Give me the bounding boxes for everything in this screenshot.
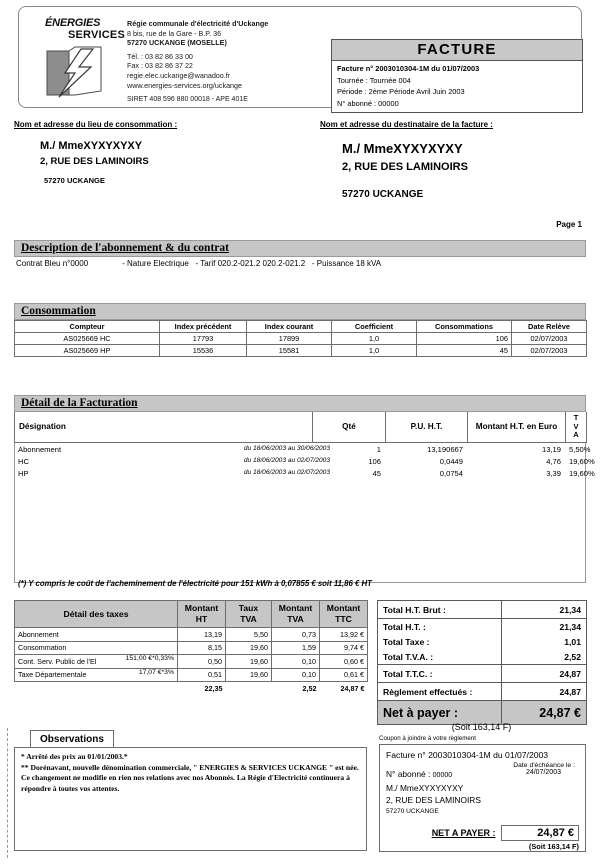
table-row bbox=[15, 641, 368, 655]
cell-designation-1: HC bbox=[18, 456, 29, 466]
company-website: www.energies-services.org/uckange bbox=[127, 80, 243, 90]
col-taux-tva: Taux TVA bbox=[226, 601, 272, 628]
consumption-address-street: 2, RUE DES LAMINOIRS bbox=[40, 156, 149, 167]
invoice-title: FACTURE bbox=[332, 40, 582, 61]
table-row bbox=[15, 668, 368, 682]
table-row bbox=[15, 655, 368, 669]
col-montant-ttc: Montant TTC bbox=[320, 601, 368, 628]
observations-tab bbox=[30, 730, 114, 748]
cell-tax-total-label bbox=[15, 682, 178, 695]
contract-nature: - Nature Electrique bbox=[122, 259, 189, 268]
cell-tax-ttc-1: 9,74 € bbox=[320, 641, 368, 655]
table-row bbox=[15, 628, 368, 642]
cell-tax-label-0: Abonnement bbox=[15, 628, 178, 642]
invoice-periode: Période : 2ème Période Avril Juin 2003 bbox=[337, 87, 465, 96]
coupon-payment-row bbox=[386, 825, 579, 841]
cell-tax-tva-2: 0,10 bbox=[272, 655, 320, 669]
col-date-releve: Date Relève bbox=[512, 321, 587, 333]
company-name: Régie communale d'électricité d'Uckange bbox=[127, 19, 269, 28]
cell-coefficient: 1,0 bbox=[332, 333, 417, 345]
coupon-name: M./ MmeXYXYXYXY bbox=[386, 783, 464, 793]
col-pu-ht: P.U. H.T. bbox=[386, 412, 468, 442]
billing-address-name: M./ MmeXYXYXYXY bbox=[342, 141, 463, 156]
tax-total-row bbox=[15, 682, 368, 695]
total-ttc-row bbox=[378, 665, 587, 683]
cell-tax-total-ht: 22,35 bbox=[178, 682, 226, 695]
table-row bbox=[15, 345, 587, 357]
tax-header-row bbox=[15, 601, 368, 628]
contract-section-title: Description de l'abonnement & du contrat bbox=[21, 242, 229, 254]
logo-text-services: SERVICES bbox=[67, 29, 125, 41]
cell-tax-total-taux bbox=[226, 682, 272, 695]
invoice-number: Facture n° 2003010304-1M du 01/07/2003 bbox=[337, 64, 480, 73]
cell-tax-ht-2: 0,50 bbox=[178, 655, 226, 669]
cell-consommations: 45 bbox=[417, 345, 512, 357]
cell-index-precedent: 17793 bbox=[160, 333, 247, 345]
coupon-soit-francs: (Soit 163,14 F) bbox=[528, 842, 579, 851]
totals-box bbox=[377, 600, 586, 725]
label-reglement: Règlement effectués : bbox=[378, 683, 502, 701]
invoice-summary-box bbox=[331, 39, 583, 113]
consumption-table bbox=[14, 320, 587, 357]
label-total-ht-brut: Total H.T. Brut : bbox=[378, 601, 502, 619]
label-total-taxe: Total Taxe : bbox=[378, 634, 502, 649]
coupon-invoice-number: Facture n° 2003010304-1M du 01/07/2003 bbox=[386, 750, 549, 760]
value-total-taxe: 1,01 bbox=[502, 634, 587, 649]
billing-address-street: 2, RUE DES LAMINOIRS bbox=[342, 161, 468, 173]
logo-text-energies: ÉNERGIES bbox=[45, 17, 101, 29]
cell-tax-ttc-0: 13,92 € bbox=[320, 628, 368, 642]
cell-compteur: AS025669 HC bbox=[15, 333, 160, 345]
cell-tva-1: 19,60% bbox=[569, 456, 595, 466]
table-row bbox=[15, 333, 587, 345]
billing-address-label: Nom et adresse du destinataire de la facture : bbox=[320, 120, 493, 129]
cell-montant-0: 13,19 bbox=[541, 444, 561, 454]
cell-tax-label-1: Consommation bbox=[15, 641, 178, 655]
cell-designation-2: HP bbox=[18, 468, 29, 478]
cell-pu-2: 0,0754 bbox=[439, 468, 463, 478]
cell-tax-ht-3: 0,51 bbox=[178, 668, 226, 682]
cell-tax-ttc-2: 0,60 € bbox=[320, 655, 368, 669]
coupon-due-date-label: Date d'échéance le : bbox=[513, 762, 575, 769]
invoice-tournee: Tournée : Tournée 004 bbox=[337, 75, 411, 85]
cell-periode-2: du 18/06/2003 au 02/07/2003 bbox=[243, 469, 330, 476]
value-reglement: 24,87 bbox=[502, 683, 587, 701]
col-tva: T V A bbox=[573, 413, 579, 439]
cell-montant-2: 3,39 bbox=[546, 468, 561, 478]
billing-detail-section-title: Détail de la Facturation bbox=[21, 397, 138, 409]
company-tel: Tél. : 03 82 86 33 00 bbox=[127, 51, 193, 61]
coupon-city: 57270 UCKANGE bbox=[386, 808, 439, 815]
cell-index-courant: 15581 bbox=[247, 345, 332, 357]
company-logo bbox=[45, 17, 125, 42]
cell-tax-ht-1: 8,15 bbox=[178, 641, 226, 655]
cell-date-releve: 02/07/2003 bbox=[512, 333, 587, 345]
observations-line-2: ** Dorénavant, nouvelle dénomination commerciale, " ENERGIES & SERVICES UCKANGE " est née. bbox=[21, 762, 359, 772]
cell-tax-taux-2: 19,60 bbox=[226, 655, 272, 669]
label-total-ttc: Total T.T.C. : bbox=[378, 665, 502, 683]
consumption-address-label: Nom et adresse du lieu de consommation : bbox=[14, 120, 178, 129]
coupon-subscriber: N° abonné : 00000 bbox=[386, 769, 453, 779]
value-total-ttc: 24,87 bbox=[502, 665, 587, 683]
payment-coupon bbox=[379, 744, 586, 852]
cell-tva-2: 19,60% bbox=[569, 468, 595, 478]
cell-tax-taux-0: 5,50 bbox=[226, 628, 272, 642]
cell-tax-taux-3: 19,60 bbox=[226, 668, 272, 682]
billing-detail-periods bbox=[160, 443, 330, 479]
cell-periode-0: du 18/06/2003 au 30/06/2003 bbox=[243, 445, 330, 452]
tax-detail-table-wrapper bbox=[14, 600, 367, 695]
acheminement-footnote: (*) Y compris le coût de l'acheminement de l'électricité pour 151 kWh à 0,07855 € soit 11,86 € HT bbox=[18, 579, 372, 588]
cell-qte-0: 1 bbox=[376, 444, 381, 454]
observations-line-1: * Arrêté des prix au 01/01/2003.* bbox=[21, 752, 128, 761]
col-tax-label: Détail des taxes bbox=[15, 601, 178, 628]
label-total-tva: Total T.V.A. : bbox=[378, 649, 502, 665]
consumption-address-block bbox=[14, 120, 294, 185]
col-montant-ht: Montant H.T. en Euro bbox=[468, 412, 566, 442]
coupon-street: 2, RUE DES LAMINOIRS bbox=[386, 794, 481, 805]
observations-line-3: Ce changement ne modifie en rien nos relations avec nos Abonnés. La Régie d'Electricité continuera à bbox=[21, 773, 350, 782]
cell-consommations: 106 bbox=[417, 333, 512, 345]
cell-tax-total-ttc: 24,87 € bbox=[320, 682, 368, 695]
cell-tax-tva-0: 0,73 bbox=[272, 628, 320, 642]
company-fax: Fax : 03 82 86 37 22 bbox=[127, 61, 193, 71]
contract-section-header bbox=[14, 240, 586, 257]
contract-description bbox=[16, 258, 586, 270]
observations-text bbox=[15, 748, 366, 798]
total-ht-brut-row bbox=[378, 601, 587, 619]
billing-detail-header-row bbox=[15, 412, 587, 442]
col-consommations: Consommations bbox=[417, 321, 512, 333]
consumption-section-header bbox=[14, 303, 586, 320]
cell-montant-1: 4,76 bbox=[546, 456, 561, 466]
col-qte: Qté bbox=[313, 412, 386, 442]
cell-coefficient: 1,0 bbox=[332, 345, 417, 357]
col-index-courant: Index courant bbox=[247, 321, 332, 333]
coupon-pay-label: NET A PAYER : bbox=[431, 828, 496, 838]
cell-tax-tva-3: 0,10 bbox=[272, 668, 320, 682]
company-siret: SIRET 408 596 880 00018 - APE 401E bbox=[127, 96, 248, 104]
billing-detail-section-header bbox=[14, 395, 586, 412]
label-net-a-payer: Net à payer : bbox=[378, 701, 502, 725]
col-montant-tva: Montant TVA bbox=[272, 601, 320, 628]
value-total-ht-brut: 21,34 bbox=[502, 601, 587, 619]
value-net-a-payer: 24,87 € bbox=[502, 701, 587, 725]
cell-tax-total-tva: 2,52 bbox=[272, 682, 320, 695]
cell-compteur: AS025669 HP bbox=[15, 345, 160, 357]
header-panel bbox=[18, 6, 582, 108]
lightning-bolt-icon bbox=[45, 45, 107, 101]
cell-pu-0: 13,190667 bbox=[427, 444, 463, 454]
contract-puissance: - Puissance 18 kVA bbox=[311, 259, 382, 268]
billing-detail-header-wrapper bbox=[14, 412, 586, 443]
invoice-subscriber-number: N° abonné : 00000 bbox=[337, 98, 399, 108]
cell-designation-0: Abonnement bbox=[18, 444, 62, 454]
cell-qte-2: 45 bbox=[372, 468, 381, 478]
page-number: Page 1 bbox=[556, 220, 582, 229]
consumption-table-wrapper bbox=[14, 320, 586, 357]
cell-date-releve: 02/07/2003 bbox=[512, 345, 587, 357]
billing-address-city: 57270 UCKANGE bbox=[342, 189, 424, 200]
billing-address-block bbox=[320, 120, 590, 200]
cell-tax-label-3: Taxe Départementale 17,07 €*3% bbox=[15, 668, 178, 682]
consumption-section-title: Consommation bbox=[21, 305, 96, 317]
coupon-due-date: 24/07/2003 bbox=[525, 769, 561, 776]
observations-line-4: répondre à toutes vos attentes. bbox=[21, 783, 120, 793]
total-taxe-row bbox=[378, 634, 587, 649]
total-tva-row bbox=[378, 649, 587, 665]
cell-periode-1: du 18/06/2003 au 02/07/2003 bbox=[243, 457, 330, 464]
consumption-address-name: M./ MmeXYXYXYXY bbox=[40, 140, 143, 152]
col-montant-ht: Montant HT bbox=[178, 601, 226, 628]
cell-index-courant: 17899 bbox=[247, 333, 332, 345]
observations-box bbox=[14, 747, 367, 851]
coupon-cut-line bbox=[7, 728, 9, 858]
cell-index-precedent: 15536 bbox=[160, 345, 247, 357]
cell-qte-1: 106 bbox=[368, 456, 381, 466]
reglement-row bbox=[378, 683, 587, 701]
contract-tarif: - Tarif 020.2-021.2 020.2-021.2 bbox=[195, 259, 306, 268]
cell-tax-taux-1: 19,60 bbox=[226, 641, 272, 655]
coupon-pay-value: 24,87 € bbox=[501, 825, 579, 841]
company-address: 8 bis, rue de la Gare - B.P. 36 bbox=[127, 28, 222, 38]
cell-tax-label-2: Cont. Serv. Public de l'El 151,00 €*0,33% bbox=[15, 655, 178, 669]
col-index-precedent: Index précédent bbox=[160, 321, 247, 333]
company-details bbox=[127, 19, 357, 105]
col-designation: Désignation bbox=[15, 412, 313, 442]
col-compteur: Compteur bbox=[15, 321, 160, 333]
cell-tva-0: 5,50% bbox=[569, 444, 591, 454]
col-coefficient: Coefficient bbox=[332, 321, 417, 333]
label-total-ht: Total H.T. : bbox=[378, 619, 502, 635]
total-ht-row bbox=[378, 619, 587, 635]
consumption-header-row bbox=[15, 321, 587, 333]
company-email: regie.elec.uckange@wanadoo.fr bbox=[127, 70, 231, 80]
cell-tax-ht-0: 13,19 bbox=[178, 628, 226, 642]
consumption-address-city: 57270 UCKANGE bbox=[44, 176, 105, 185]
value-total-ht: 21,34 bbox=[502, 619, 587, 635]
cell-tax-ttc-3: 0,61 € bbox=[320, 668, 368, 682]
value-total-tva: 2,52 bbox=[502, 649, 587, 665]
cell-tax-tva-1: 1,59 bbox=[272, 641, 320, 655]
cell-pu-1: 0,0449 bbox=[439, 456, 463, 466]
observations-tab-label: Observations bbox=[40, 734, 104, 745]
contract-name: Contrat Bleu n°0000 bbox=[16, 259, 89, 268]
tax-detail-table bbox=[14, 600, 368, 695]
net-soit-francs: (Soit 163,14 F) bbox=[451, 722, 512, 732]
company-city: 57270 UCKANGE (MOSELLE) bbox=[127, 38, 227, 48]
net-a-payer-row bbox=[378, 701, 587, 725]
coupon-instruction: Coupon à joindre à votre règlement bbox=[379, 735, 476, 742]
